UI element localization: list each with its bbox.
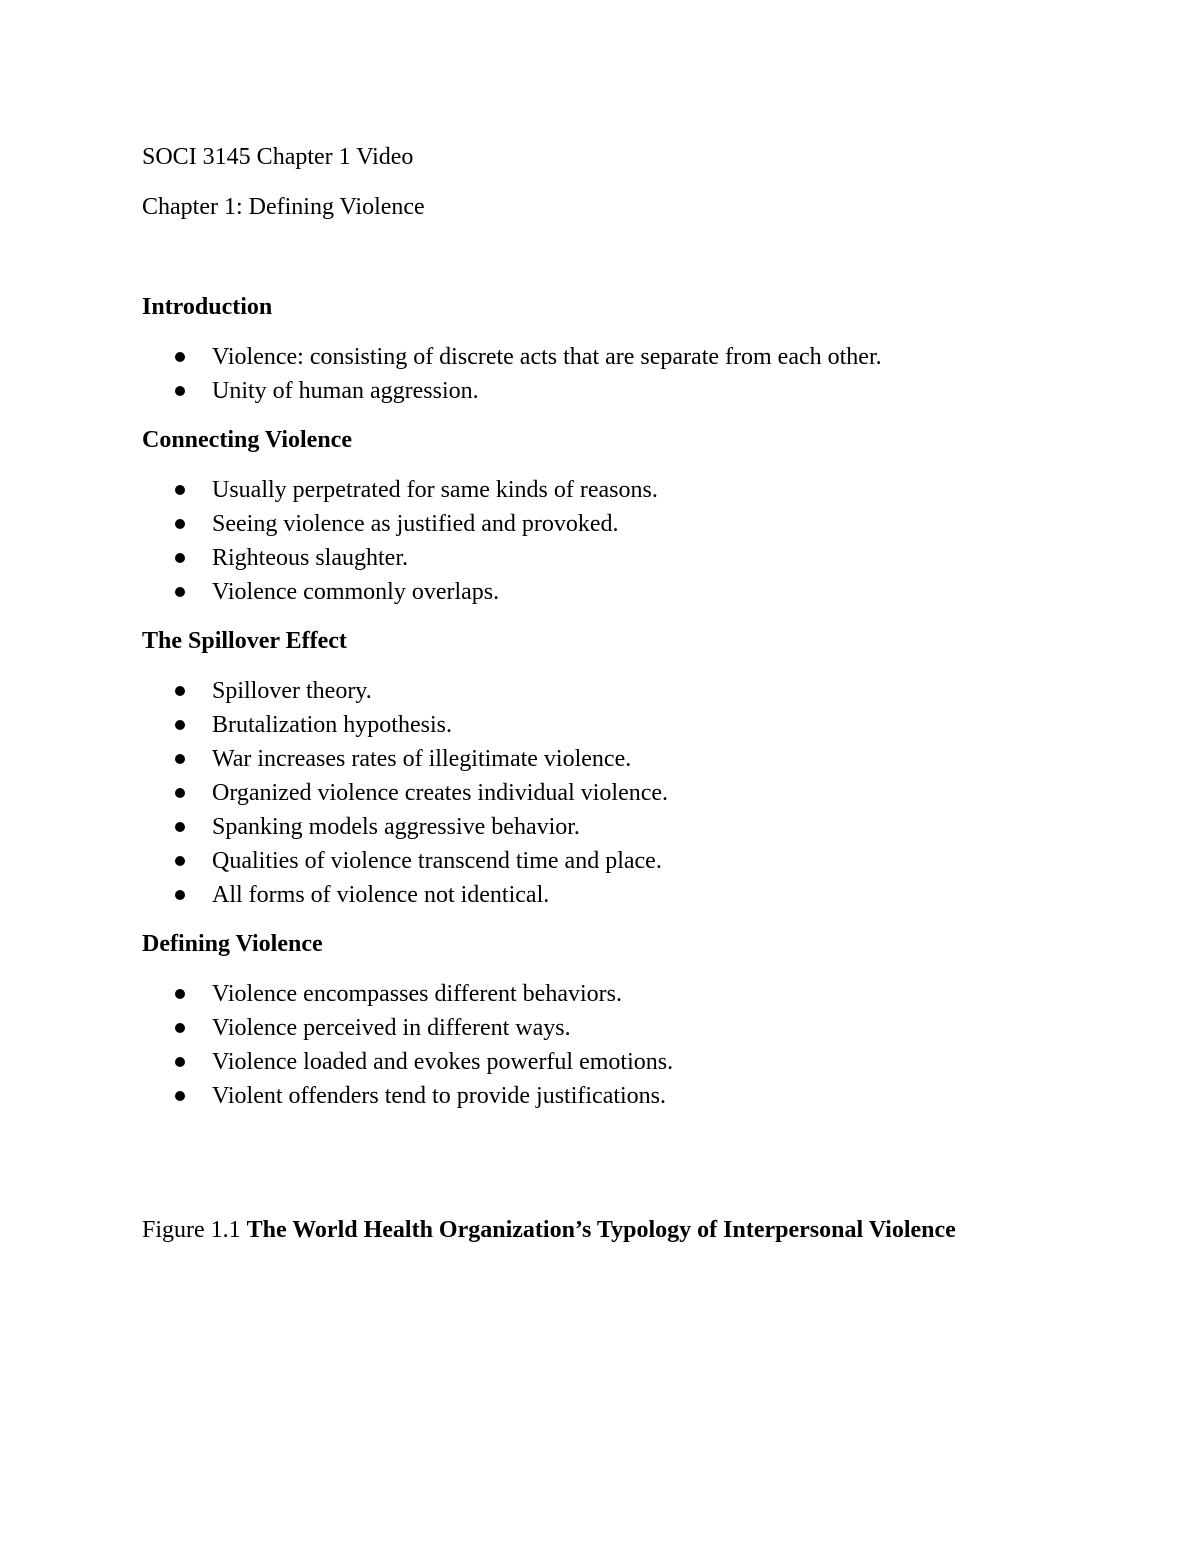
list-item [142, 1079, 1082, 1113]
section-introduction [142, 290, 1082, 408]
bullet-icon [175, 720, 185, 730]
list-item [142, 878, 1082, 912]
list-item-text: Organized violence creates individual violence. [212, 780, 669, 806]
document-page [142, 140, 1082, 1247]
bullet-icon [175, 989, 185, 999]
list-item [142, 977, 1082, 1011]
list-item [142, 340, 1082, 374]
list-item-text: Violence encompasses different behaviors. [212, 981, 622, 1007]
list-item [142, 810, 1082, 844]
list-item-text: Violence commonly overlaps. [212, 579, 500, 605]
bullet-icon [175, 822, 185, 832]
section-heading: The Spillover Effect [142, 628, 347, 654]
bullet-icon [175, 485, 185, 495]
bullet-list [142, 473, 1082, 609]
list-item [142, 742, 1082, 776]
bullet-icon [175, 890, 185, 900]
list-item [142, 507, 1082, 541]
list-item [142, 708, 1082, 742]
bullet-icon [175, 1091, 185, 1101]
section-heading: Defining Violence [142, 931, 323, 957]
list-item-text: Violence loaded and evokes powerful emotions. [212, 1049, 674, 1075]
list-item [142, 776, 1082, 810]
section-spillover-effect [142, 624, 1082, 912]
bullet-icon [175, 352, 185, 362]
bullet-icon [175, 386, 185, 396]
bullet-icon [175, 587, 185, 597]
figure-label: Figure 1.1 [142, 1217, 241, 1243]
course-title: SOCI 3145 Chapter 1 Video [142, 144, 414, 170]
list-item-text: Violence perceived in different ways. [212, 1015, 571, 1041]
figure-caption [142, 1213, 1082, 1247]
spacer [142, 224, 1082, 290]
bullet-icon [175, 754, 185, 764]
bullet-icon [175, 856, 185, 866]
list-item [142, 374, 1082, 408]
list-item [142, 674, 1082, 708]
list-item-text: All forms of violence not identical. [212, 882, 550, 908]
bullet-list [142, 340, 1082, 408]
list-item-text: Violent offenders tend to provide justifications. [212, 1083, 667, 1109]
list-item-text: Spillover theory. [212, 678, 372, 704]
bullet-icon [175, 1023, 185, 1033]
section-heading: Connecting Violence [142, 427, 352, 453]
section-heading: Introduction [142, 294, 273, 320]
bullet-list [142, 674, 1082, 912]
list-item-text: War increases rates of illegitimate violence. [212, 746, 632, 772]
list-item [142, 575, 1082, 609]
list-item [142, 844, 1082, 878]
list-item-text: Violence: consisting of discrete acts that are separate from each other. [212, 344, 882, 370]
list-item-text: Brutalization hypothesis. [212, 712, 452, 738]
list-item-text: Righteous slaughter. [212, 545, 408, 571]
list-item-text: Seeing violence as justified and provoked. [212, 511, 619, 537]
bullet-icon [175, 686, 185, 696]
list-item-text: Unity of human aggression. [212, 378, 479, 404]
list-item [142, 1011, 1082, 1045]
bullet-icon [175, 788, 185, 798]
bullet-icon [175, 1057, 185, 1067]
list-item [142, 1045, 1082, 1079]
chapter-title: Chapter 1: Defining Violence [142, 194, 425, 220]
list-item [142, 541, 1082, 575]
section-defining-violence [142, 927, 1082, 1113]
list-item-text: Spanking models aggressive behavior. [212, 814, 580, 840]
bullet-list [142, 977, 1082, 1113]
list-item-text: Usually perpetrated for same kinds of reasons. [212, 477, 658, 503]
section-connecting-violence [142, 423, 1082, 609]
bullet-icon [175, 519, 185, 529]
figure-title: The World Health Organization’s Typology of Interpersonal Violence [246, 1217, 956, 1243]
list-item-text: Qualities of violence transcend time and place. [212, 848, 662, 874]
bullet-icon [175, 553, 185, 563]
list-item [142, 473, 1082, 507]
